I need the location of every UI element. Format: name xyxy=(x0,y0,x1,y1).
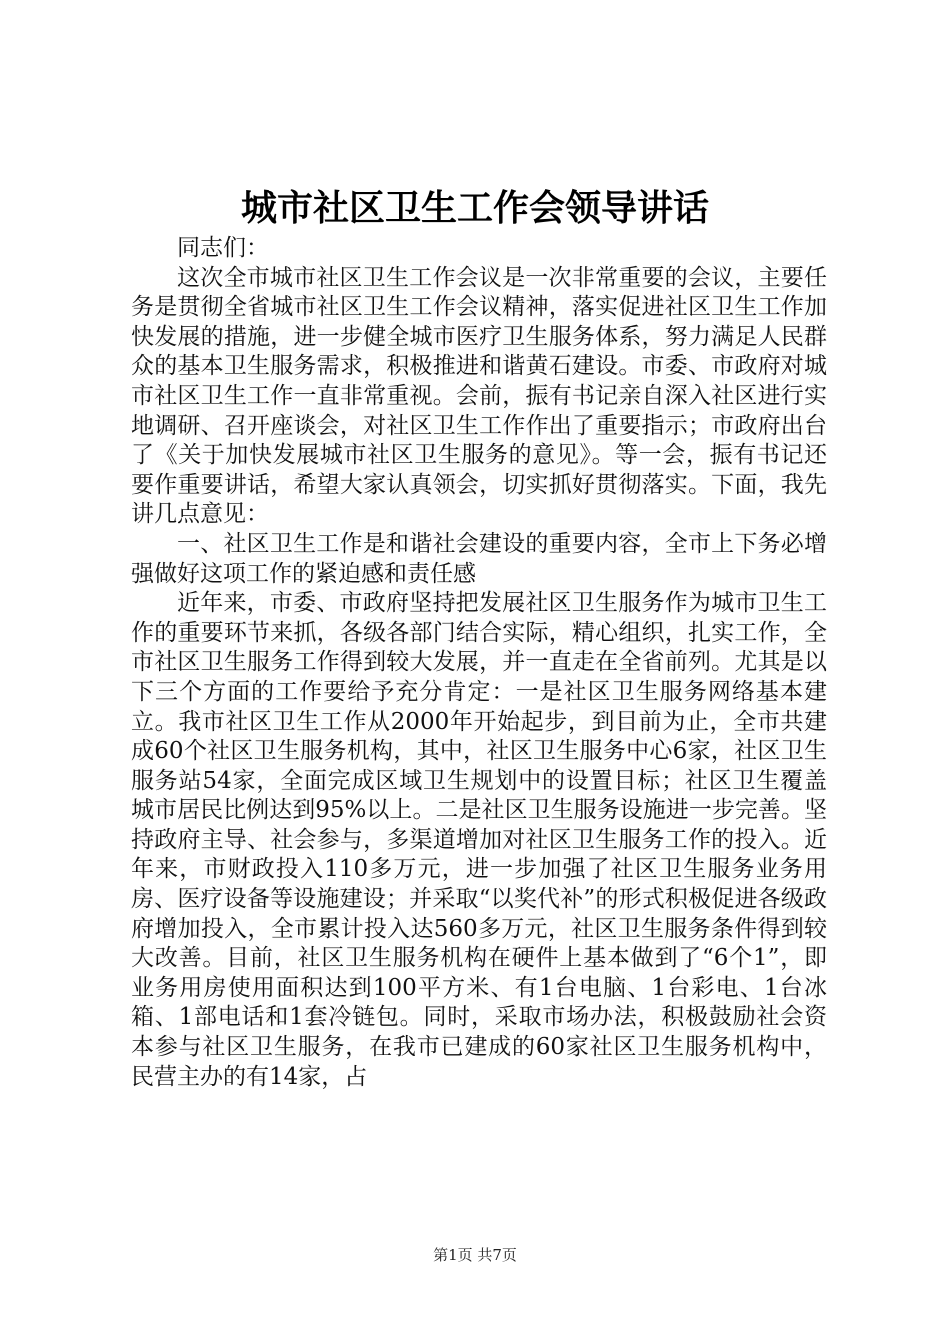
body-paragraph: 近年来，市委、市政府坚持把发展社区卫生服务作为城市卫生工作的重要环节来抓，各级各部门结合实际，精心组织，扎实工作，全市社区卫生服务工作得到较大发展，并一直走在全省前列。尤其是以下三个方面的工作要给予充分肯定：一是社区卫生服务网络基本建立。我市社区卫生工作从2000年开始起步，到目前为止，全市共建成60个社区卫生服务机构，其中，社区卫生服务中心6家，社区卫生服务站54家，全面完成区域卫生规划中的设置目标；社区卫生覆盖城市居民比例达到95%以上。二是社区卫生服务设施进一步完善。坚持政府主导、社会参与，多渠道增加对社区卫生服务工作的投入。近年来，市财政投入110多万元，进一步加强了社区卫生服务业务用房、医疗设备等设施建设；并采取“以奖代补”的形式积极促进各级政府增加投入，全市累计投入达560多万元，社区卫生服务条件得到较大改善。目前，社区卫生服务机构在硬件上基本做到了“6个1”，即业务用房使用面积达到100平方米、有1台电脑、1台彩电、1台冰箱、1部电话和1套冷链包。同时，采取市场办法，积极鼓励社会资本参与社区卫生服务，在我市已建成的60家社区卫生服务机构中，民营主办的有14家，占 xyxy=(131,590,827,1090)
document-title: 城市社区卫生工作会领导讲话 xyxy=(240,187,709,229)
section-heading-paragraph: 一、社区卫生工作是和谐社会建设的重要内容，全市上下务必增强做好这项工作的紧迫感和责任感 xyxy=(131,530,827,587)
document-body xyxy=(131,234,827,1092)
page-footer: 第1页 共7页 xyxy=(433,1246,517,1264)
salutation-paragraph: 同志们： xyxy=(177,235,269,261)
intro-paragraph: 这次全市城市社区卫生工作会议是一次非常重要的会议，主要任务是贯彻全省城市社区卫生工作会议精神，落实促进社区卫生工作加快发展的措施，进一步健全城市医疗卫生服务体系，努力满足人民群众的基本卫生服务需求，积极推进和谐黄石建设。市委、市政府对城市社区卫生工作一直非常重视。会前，振有书记亲自深入社区进行实地调研、召开座谈会，对社区卫生工作作出了重要指示；市政府出台了《关于加快发展城市社区卫生服务的意见》。等一会，振有书记还要作重要讲话，希望大家认真领会，切实抓好贯彻落实。下面，我先讲几点意见： xyxy=(131,264,827,528)
